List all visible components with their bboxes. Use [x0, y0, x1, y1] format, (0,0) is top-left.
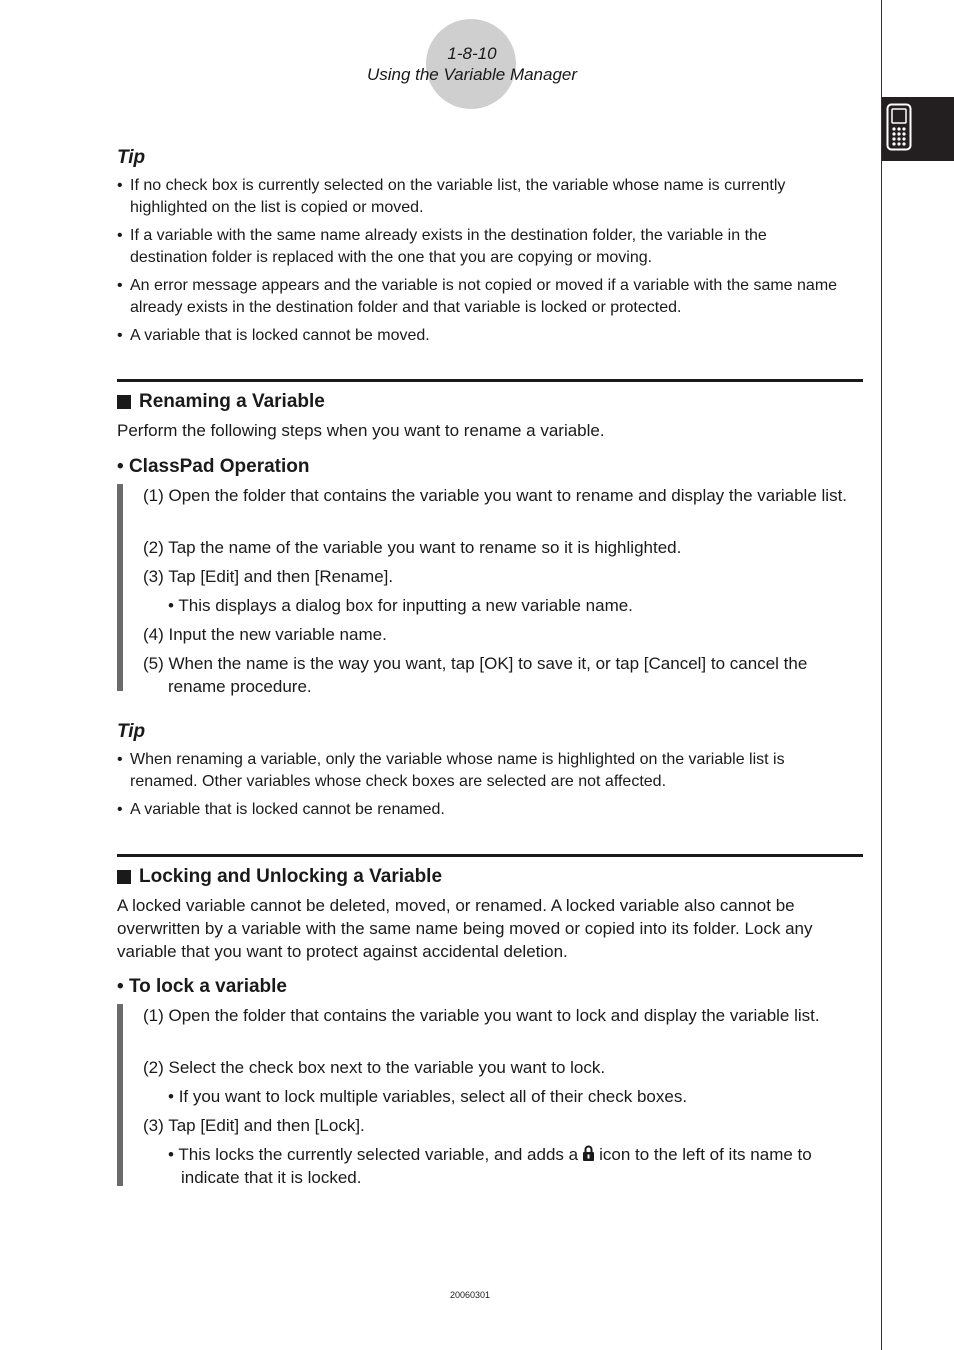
step-item: (3) Tap [Edit] and then [Rename].	[143, 567, 394, 586]
operation-title-text: To lock a variable	[128, 976, 287, 997]
tip-label: Tip	[117, 147, 146, 168]
step-item: (4) Input the new variable name.	[143, 625, 387, 644]
operation-title-text: ClassPad Operation	[128, 456, 310, 477]
bullet-icon: •	[117, 976, 129, 997]
step-item: (5) When the name is the way you want, tap [OK] to save it, or tap [Cancel] to cancel the rename procedure.	[143, 654, 808, 696]
section-divider	[117, 379, 863, 382]
tip-list	[117, 749, 848, 821]
operation-title	[117, 976, 287, 998]
operation-title	[117, 456, 310, 478]
chapter-title: Using the Variable Manager	[366, 65, 578, 84]
step-item: (2) Select the check box next to the variable you want to lock.	[143, 1058, 606, 1077]
step-note-text: This locks the currently selected variable, and adds a	[178, 1145, 579, 1164]
bullet-icon: •	[117, 456, 129, 477]
section-divider	[117, 854, 863, 857]
calculator-icon	[886, 103, 912, 151]
step-note: • This displays a dialog box for inputting a new variable name.	[168, 596, 633, 615]
tip-item: • An error message appears and the variable is not copied or moved if a variable with the same name already exists in the destination folder and that variable is locked or protected.	[117, 275, 848, 319]
tip-item: • A variable that is locked cannot be renamed.	[117, 799, 848, 821]
step-note-text: This displays a dialog box for inputting a new variable name.	[178, 596, 633, 615]
square-bullet-icon	[117, 870, 131, 884]
tip-item: • When renaming a variable, only the variable whose name is highlighted on the variable list is renamed. Other variables whose check boxes are selected are not affected.	[117, 749, 848, 793]
lock-icon	[582, 1145, 595, 1162]
square-bullet-icon	[117, 395, 131, 409]
section-intro: A locked variable cannot be deleted, moved, or renamed. A locked variable also cannot be overwritten by a variable with the same name being moved or copied into its folder. Lock any variable that you want to protect against accidental deletion.	[117, 896, 813, 961]
step-note-text: icon to the left of its name to indicate that it is locked.	[181, 1145, 812, 1187]
section-title-text: Locking and Unlocking a Variable	[139, 866, 443, 887]
step-item: (1) Open the folder that contains the variable you want to rename and display the variable list.	[143, 486, 848, 505]
tip-list	[117, 175, 848, 347]
steps-bar	[117, 484, 123, 691]
section-title-text: Renaming a Variable	[139, 391, 325, 412]
tip-item: • If a variable with the same name already exists in the destination folder, the variable in the destination folder is replaced with the one that you are copying or moving.	[117, 225, 848, 269]
step-note-text: If you want to lock multiple variables, select all of their check boxes.	[178, 1087, 688, 1106]
step-note: • If you want to lock multiple variables, select all of their check boxes.	[168, 1087, 688, 1106]
steps-bar	[117, 1004, 123, 1186]
chapter-tab	[882, 97, 954, 161]
section-intro: Perform the following steps when you want to rename a variable.	[117, 421, 605, 440]
tip-item: • If no check box is currently selected on the variable list, the variable whose name is currently highlighted on the list is copied or moved.	[117, 175, 848, 219]
page-edge-rule	[881, 0, 882, 1350]
tip-label: Tip	[117, 721, 146, 742]
page-number: 1-8-10	[447, 44, 497, 63]
step-note: • This locks the currently selected variable, and adds a icon to the left of its name to indicate that it is locked.	[168, 1145, 812, 1187]
section-title	[117, 391, 325, 413]
step-item: (2) Tap the name of the variable you want to rename so it is highlighted.	[143, 538, 682, 557]
header-circle	[426, 19, 516, 109]
step-item: (3) Tap [Edit] and then [Lock].	[143, 1116, 365, 1135]
step-item: (1) Open the folder that contains the variable you want to lock and display the variable list.	[143, 1006, 820, 1025]
tip-item: • A variable that is locked cannot be moved.	[117, 325, 848, 347]
footer-code: 20060301	[449, 1290, 491, 1300]
section-title	[117, 866, 442, 888]
